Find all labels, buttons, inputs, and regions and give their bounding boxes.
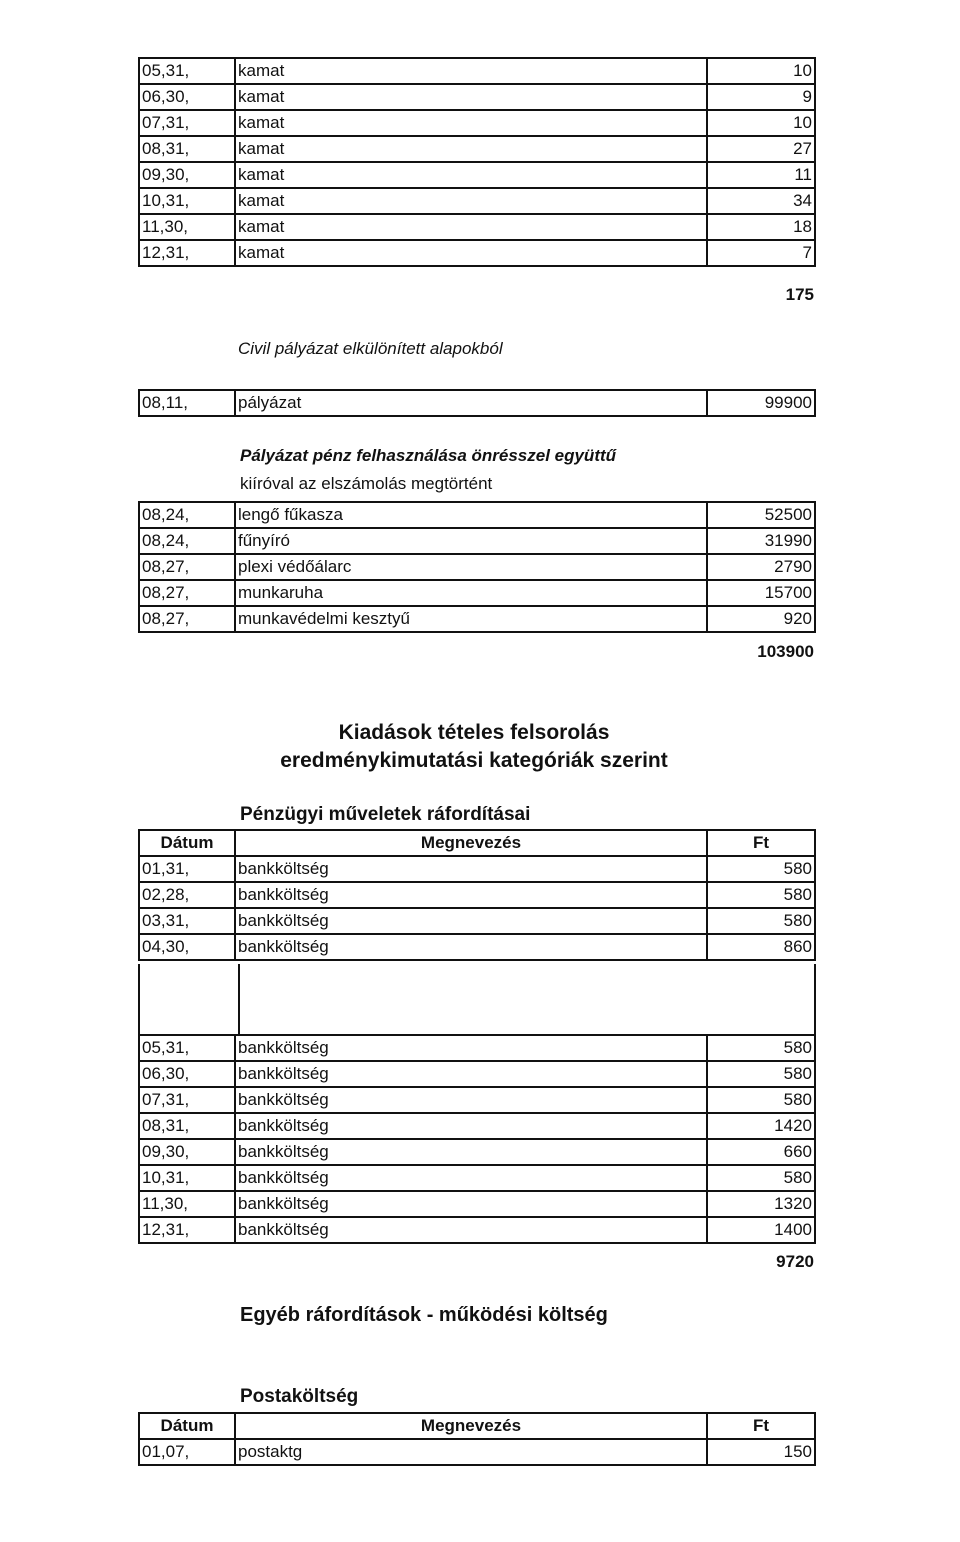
table-row	[139, 84, 815, 110]
grant-table	[138, 389, 816, 417]
table-row	[139, 1191, 815, 1217]
amount-cell: 15700	[707, 580, 815, 606]
amount-cell: 9	[707, 84, 815, 110]
name-cell: bankköltség	[235, 934, 707, 960]
date-cell: 06,30,	[139, 1061, 235, 1087]
name-cell: kamat	[235, 136, 707, 162]
amount-cell: 11	[707, 162, 815, 188]
name-cell: kamat	[235, 188, 707, 214]
expenses-subtitle: eredménykimutatási kategóriák szerint	[280, 749, 668, 772]
name-cell: bankköltség	[235, 1217, 707, 1243]
table-row	[139, 1113, 815, 1139]
expenses-title: Kiadások tételes felsorolás	[338, 721, 610, 744]
amount-cell: 150	[707, 1439, 815, 1465]
amount-cell: 1320	[707, 1191, 815, 1217]
amount-cell: 7	[707, 240, 815, 266]
date-cell: 08,31,	[139, 1113, 235, 1139]
table-row	[139, 214, 815, 240]
other-expenses-title: Egyéb ráfordítások - működési költség	[240, 1304, 608, 1326]
amount-cell: 34	[707, 188, 815, 214]
date-cell: 10,31,	[139, 1165, 235, 1191]
amount-cell: 580	[707, 1165, 815, 1191]
date-cell: 12,31,	[139, 1217, 235, 1243]
table-row	[139, 934, 815, 960]
grant-usage-title: Pályázat pénz felhasználása önrésszel együttű	[240, 446, 617, 465]
postage-title: Postaköltség	[240, 1386, 359, 1407]
amount-cell: 99900	[707, 390, 815, 416]
date-cell: 10,31,	[139, 188, 235, 214]
date-header: Dátum	[139, 830, 235, 856]
amount-cell: 2790	[707, 554, 815, 580]
amount-cell: 920	[707, 606, 815, 632]
amount-cell: 580	[707, 908, 815, 934]
name-cell: bankköltség	[235, 882, 707, 908]
table-row	[139, 1139, 815, 1165]
amount-cell: 580	[707, 1087, 815, 1113]
bank-cost-table-continued	[138, 1034, 816, 1244]
date-cell: 09,30,	[139, 162, 235, 188]
date-cell: 01,07,	[139, 1439, 235, 1465]
table-row	[139, 580, 815, 606]
amount-cell: 580	[707, 1061, 815, 1087]
date-cell: 03,31,	[139, 908, 235, 934]
name-cell: postaktg	[235, 1439, 707, 1465]
table-row	[139, 1165, 815, 1191]
name-header: Megnevezés	[235, 830, 707, 856]
table-row	[139, 606, 815, 632]
date-cell: 05,31,	[139, 1035, 235, 1061]
amount-cell: 580	[707, 882, 815, 908]
name-cell: lengő fűkasza	[235, 502, 707, 528]
amount-cell: 860	[707, 934, 815, 960]
bank-cost-table	[138, 829, 816, 961]
grant-usage-table	[138, 501, 816, 633]
table-row	[139, 554, 815, 580]
name-cell: kamat	[235, 240, 707, 266]
name-cell: bankköltség	[235, 1113, 707, 1139]
amount-cell: 10	[707, 58, 815, 84]
name-cell: kamat	[235, 162, 707, 188]
date-header: Dátum	[139, 1413, 235, 1439]
table-row	[139, 390, 815, 416]
name-cell: bankköltség	[235, 1061, 707, 1087]
table-row	[139, 908, 815, 934]
name-cell: pályázat	[235, 390, 707, 416]
name-cell: kamat	[235, 84, 707, 110]
amount-cell: 580	[707, 856, 815, 882]
date-cell: 07,31,	[139, 110, 235, 136]
name-cell: plexi védőálarc	[235, 554, 707, 580]
amount-cell: 27	[707, 136, 815, 162]
name-cell: kamat	[235, 110, 707, 136]
amount-cell: 52500	[707, 502, 815, 528]
grant-usage-total: 103900	[757, 642, 814, 661]
name-cell: munkavédelmi kesztyű	[235, 606, 707, 632]
date-cell: 12,31,	[139, 240, 235, 266]
table-row	[139, 882, 815, 908]
amount-cell: 1400	[707, 1217, 815, 1243]
date-cell: 08,24,	[139, 528, 235, 554]
table-row	[139, 136, 815, 162]
name-cell: kamat	[235, 58, 707, 84]
date-cell: 06,30,	[139, 84, 235, 110]
grant-usage-subtitle: kiíróval az elszámolás megtörtént	[240, 474, 493, 493]
postage-table	[138, 1412, 816, 1466]
page-gap	[138, 964, 816, 1036]
date-cell: 08,27,	[139, 580, 235, 606]
name-cell: bankköltség	[235, 856, 707, 882]
table-row	[139, 110, 815, 136]
date-cell: 08,24,	[139, 502, 235, 528]
date-cell: 04,30,	[139, 934, 235, 960]
date-cell: 11,30,	[139, 214, 235, 240]
name-cell: fűnyíró	[235, 528, 707, 554]
name-header: Megnevezés	[235, 1413, 707, 1439]
date-cell: 08,31,	[139, 136, 235, 162]
interest-table	[138, 57, 816, 267]
amount-cell: 660	[707, 1139, 815, 1165]
interest-total: 175	[785, 285, 814, 304]
table-row	[139, 188, 815, 214]
bank-cost-total: 9720	[776, 1252, 814, 1271]
table-row	[139, 58, 815, 84]
name-cell: bankköltség	[235, 1191, 707, 1217]
financial-ops-title: Pénzügyi műveletek ráfordításai	[240, 804, 531, 825]
date-cell: 05,31,	[139, 58, 235, 84]
amount-header: Ft	[707, 830, 815, 856]
amount-cell: 18	[707, 214, 815, 240]
table-row	[139, 1439, 815, 1465]
table-row	[139, 1061, 815, 1087]
table-row	[139, 856, 815, 882]
name-cell: bankköltség	[235, 908, 707, 934]
name-cell: kamat	[235, 214, 707, 240]
date-cell: 01,31,	[139, 856, 235, 882]
table-row	[139, 1217, 815, 1243]
table-row	[139, 1035, 815, 1061]
table-row	[139, 240, 815, 266]
date-cell: 07,31,	[139, 1087, 235, 1113]
amount-header: Ft	[707, 1413, 815, 1439]
date-cell: 02,28,	[139, 882, 235, 908]
table-row	[139, 528, 815, 554]
name-cell: bankköltség	[235, 1139, 707, 1165]
header-row	[139, 1413, 815, 1439]
date-cell: 11,30,	[139, 1191, 235, 1217]
date-cell: 08,11,	[139, 390, 235, 416]
table-row	[139, 502, 815, 528]
name-cell: bankköltség	[235, 1165, 707, 1191]
name-cell: bankköltség	[235, 1087, 707, 1113]
amount-cell: 10	[707, 110, 815, 136]
table-row	[139, 1087, 815, 1113]
date-cell: 08,27,	[139, 606, 235, 632]
header-row	[139, 830, 815, 856]
date-cell: 09,30,	[139, 1139, 235, 1165]
civil-grant-title: Civil pályázat elkülönített alapokból	[238, 339, 503, 358]
table-row	[139, 162, 815, 188]
amount-cell: 1420	[707, 1113, 815, 1139]
name-cell: munkaruha	[235, 580, 707, 606]
name-cell: bankköltség	[235, 1035, 707, 1061]
date-cell: 08,27,	[139, 554, 235, 580]
amount-cell: 580	[707, 1035, 815, 1061]
amount-cell: 31990	[707, 528, 815, 554]
